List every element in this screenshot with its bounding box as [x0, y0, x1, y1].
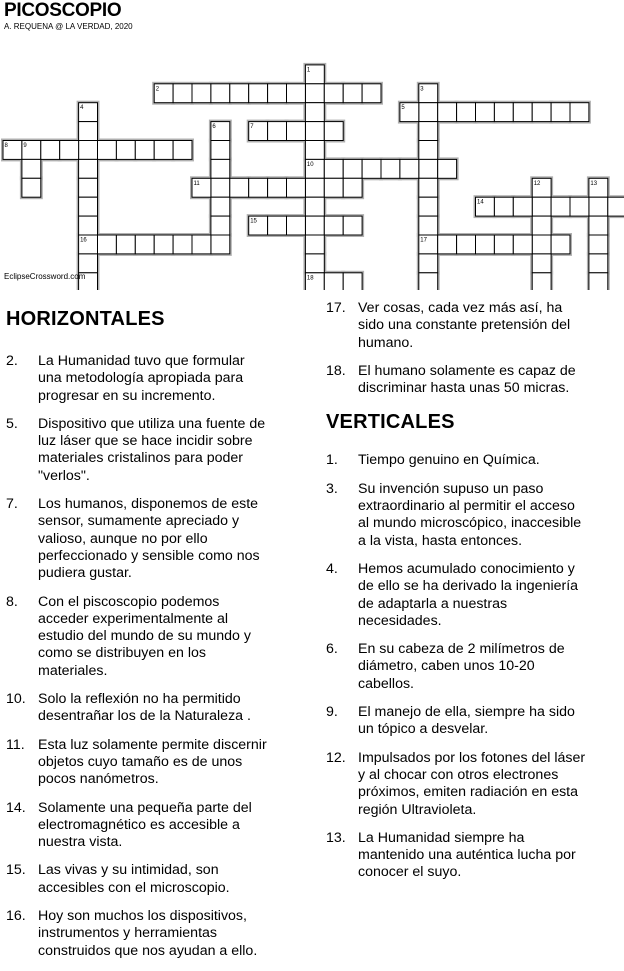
crossword-cell[interactable] [438, 159, 457, 178]
clue-number: 4. [326, 560, 338, 577]
crossword-cell[interactable] [173, 84, 192, 103]
clue-item [326, 452, 618, 469]
clue-number: 3. [326, 480, 338, 497]
crossword-cell[interactable] [438, 235, 457, 254]
crossword-cell[interactable] [287, 178, 306, 197]
clue-text: Su invención supuso un paso extraordinario al permitir el acceso al mundo microscópico, inaccesible a la vista, hasta entonces. [358, 480, 582, 549]
crossword-cell[interactable] [589, 235, 608, 254]
cell-clue-number: 13 [590, 180, 598, 187]
verticales-heading: VERTICALES [326, 411, 455, 434]
clue-text: Los humanos, disponemos de este sensor, sumamente apreciado y valioso, aunque no por ello perfeccionado y sensible como nos pudiera gustar. [38, 496, 260, 582]
crossword-cell[interactable] [305, 141, 324, 160]
crossword-cell[interactable] [362, 84, 381, 103]
crossword-cell[interactable] [513, 235, 532, 254]
clue-number: 8. [6, 593, 18, 610]
clue-number: 16. [6, 908, 26, 925]
crossword-cell[interactable] [343, 178, 362, 197]
clue-number: 14. [6, 799, 26, 816]
crossword-cell[interactable] [305, 254, 324, 273]
crossword-cell[interactable] [343, 216, 362, 235]
clue-text: Hemos acumulado conocimiento y de ello se ha derivado la ingeniería de adaptarla a nuestras necesidades. [358, 560, 579, 629]
clue-item [6, 496, 288, 582]
cell-clue-number: 3 [420, 86, 424, 93]
clue-text: Solo la reflexión no ha permitido desentrañar los de la Naturaleza . [38, 691, 251, 725]
crossword-cell[interactable] [589, 197, 608, 216]
cell-clue-number: 12 [533, 180, 541, 187]
clue-item [326, 704, 618, 739]
clue-text: El humano solamente es capaz de discriminar hasta unas 50 micras. [358, 362, 576, 397]
crossword-cell[interactable] [608, 197, 624, 216]
crossword-grid [0, 0, 624, 290]
clue-text: Hoy son muchos los dispositivos, instrumentos y herramientas construidos que nos ayudan a ello. [38, 908, 258, 959]
crossword-cell[interactable] [343, 273, 362, 290]
crossword-cell[interactable] [211, 178, 230, 197]
clue-item [326, 300, 618, 352]
crossword-cell[interactable] [192, 235, 211, 254]
crossword-cell[interactable] [570, 103, 589, 122]
crossword-cell[interactable] [79, 159, 98, 178]
crossword-cell[interactable] [79, 216, 98, 235]
crossword-cell[interactable] [173, 235, 192, 254]
clue-item [6, 691, 288, 726]
crossword-cell[interactable] [532, 235, 551, 254]
crossword-cell[interactable] [476, 103, 495, 122]
crossword-cell[interactable] [41, 141, 60, 160]
crossword-cell[interactable] [135, 141, 154, 160]
crossword-cell[interactable] [268, 216, 287, 235]
crossword-cell[interactable] [211, 197, 230, 216]
clue-text: Ver cosas, cada vez más así, ha sido una constante pretensión del humano. [358, 300, 571, 351]
crossword-cell[interactable] [419, 103, 438, 122]
clue-number: 10. [6, 691, 26, 708]
crossword-cell[interactable] [570, 197, 589, 216]
crossword-cell[interactable] [268, 84, 287, 103]
cell-clue-number: 16 [80, 237, 87, 244]
crossword-cell[interactable] [79, 197, 98, 216]
crossword-cell[interactable] [400, 159, 419, 178]
vertical-clues-column [326, 300, 618, 893]
crossword-cell[interactable] [268, 122, 287, 141]
clue-number: 1. [326, 452, 338, 469]
crossword-cell[interactable] [79, 141, 98, 160]
crossword-cell[interactable] [419, 122, 438, 141]
clue-item [326, 363, 618, 398]
crossword-cell[interactable] [324, 178, 343, 197]
crossword-cell[interactable] [211, 159, 230, 178]
clue-text: Impulsados por los fotones del láser y al chocar con otros electrones próximos, emiten radiación en esta región Ultravioleta. [358, 749, 586, 818]
crossword-cell[interactable] [476, 235, 495, 254]
crossword-cell[interactable] [551, 103, 570, 122]
crossword-cell[interactable] [343, 84, 362, 103]
clue-item [6, 737, 288, 789]
crossword-cell[interactable] [79, 178, 98, 197]
crossword-cell[interactable] [79, 122, 98, 141]
crossword-cell[interactable] [324, 159, 343, 178]
clue-item [6, 862, 288, 897]
cell-clue-number: 14 [477, 199, 484, 206]
horizontales-heading: HORIZONTALES [6, 308, 165, 330]
crossword-cell[interactable] [419, 178, 438, 197]
clue-item [6, 416, 288, 485]
crossword-cell[interactable] [211, 84, 230, 103]
vertical-clue-list [326, 452, 618, 881]
cell-clue-number: 9 [23, 143, 27, 149]
crossword-cell[interactable] [287, 216, 306, 235]
cell-clue-number: 7 [250, 124, 254, 131]
crossword-cell[interactable] [98, 141, 117, 160]
clue-item [6, 908, 288, 960]
clue-item [6, 594, 288, 680]
clue-number: 18. [326, 362, 346, 379]
cell-clue-number: 18 [306, 275, 314, 282]
clue-number: 2. [6, 353, 18, 369]
crossword-cell[interactable] [589, 273, 608, 290]
crossword-cell[interactable] [305, 197, 324, 216]
horizontal-clue-list [6, 353, 288, 960]
clue-number: 9. [326, 704, 338, 721]
horizontal-clue-list-continued [326, 300, 618, 397]
crossword-cell[interactable] [324, 84, 343, 103]
crossword-cell[interactable] [419, 141, 438, 160]
clue-text: Con el piscoscopio podemos acceder experimentalmente al estudio del mundo de su mundo y como se distribuyen en los materiales. [38, 593, 251, 679]
clue-text: Esta luz solamente permite discernir objetos cuyo tamaño es de unos pocos nanómetros. [38, 736, 267, 788]
clue-number: 6. [326, 641, 338, 658]
crossword-cell[interactable] [22, 178, 41, 197]
crossword-cell[interactable] [532, 254, 551, 273]
crossword-cell[interactable] [230, 84, 249, 103]
crossword-cell[interactable] [419, 159, 438, 178]
cell-clue-number: 6 [212, 124, 216, 131]
crossword-cell[interactable] [230, 178, 249, 197]
clue-number: 7. [6, 496, 18, 513]
crossword-cell[interactable] [60, 141, 79, 160]
crossword-cell[interactable] [249, 84, 268, 103]
clue-item [6, 800, 288, 852]
clue-number: 15. [6, 862, 26, 879]
crossword-cell[interactable] [494, 235, 513, 254]
page-title: PICOSCOPIO [4, 0, 122, 21]
crossword-cell[interactable] [305, 122, 324, 141]
crossword-cell[interactable] [305, 216, 324, 235]
clue-item [326, 641, 618, 693]
crossword-cell[interactable] [494, 197, 513, 216]
crossword-cell[interactable] [305, 178, 324, 197]
crossword-cell[interactable] [154, 235, 173, 254]
crossword-cell[interactable] [419, 216, 438, 235]
crossword-cell[interactable] [324, 273, 343, 290]
crossword-cell[interactable] [438, 103, 457, 122]
clue-number: 13. [326, 829, 346, 846]
crossword-cell[interactable] [192, 84, 211, 103]
crossword-cell[interactable] [268, 178, 287, 197]
clue-number: 5. [6, 415, 18, 432]
clue-number: 12. [326, 749, 346, 766]
clue-text: En su cabeza de 2 milímetros de diámetro, caben unos 10-20 cabellos. [358, 641, 565, 692]
crossword-cell[interactable] [79, 254, 98, 273]
cell-clue-number: 1 [306, 67, 311, 74]
crossword-cell[interactable] [324, 216, 343, 235]
crossword-cell[interactable] [116, 141, 135, 160]
crossword-cell[interactable] [419, 273, 438, 290]
crossword-cell[interactable] [343, 159, 362, 178]
crossword-cell[interactable] [532, 273, 551, 290]
crossword-cell[interactable] [589, 216, 608, 235]
crossword-cell[interactable] [381, 159, 400, 178]
clue-item [326, 561, 618, 630]
crossword-cell[interactable] [98, 235, 117, 254]
crossword-cell[interactable] [532, 103, 551, 122]
crossword-cell[interactable] [419, 197, 438, 216]
crossword-cell[interactable] [551, 197, 570, 216]
clue-text: Tiempo genuino en Química. [358, 452, 540, 469]
clue-item [326, 750, 618, 819]
crossword-cell[interactable] [287, 122, 306, 141]
author-credit: A. REQUENA @ LA VERDAD, 2020 [4, 22, 133, 31]
cell-clue-number: 5 [401, 105, 405, 112]
crossword-cell[interactable] [173, 141, 192, 160]
crossword-cell[interactable] [589, 254, 608, 273]
cell-clue-number: 2 [155, 86, 160, 93]
cell-clue-number: 4 [80, 105, 84, 112]
clue-text: La Humanidad tuvo que formular una metodología apropiada para progresar en su incremento. [38, 353, 245, 404]
crossword-cell[interactable] [305, 103, 324, 122]
crossword-cell[interactable] [305, 235, 324, 254]
horizontal-clues-column [6, 300, 288, 971]
crossword-cell[interactable] [249, 178, 268, 197]
crossword-cell[interactable] [22, 159, 41, 178]
crossword-cell[interactable] [419, 254, 438, 273]
clue-text: Solamente una pequeña parte del electromagnético es accesible a nuestra vista. [38, 799, 252, 851]
cell-clue-number: 8 [4, 143, 8, 149]
crossword-cell[interactable] [287, 84, 306, 103]
clue-item [326, 830, 618, 882]
cell-clue-number: 10 [306, 161, 314, 168]
crossword-cell[interactable] [324, 122, 343, 141]
clue-item [326, 481, 618, 550]
cell-clue-number: 17 [420, 237, 427, 244]
cell-clue-number: 11 [193, 180, 200, 187]
crossword-cell[interactable] [135, 235, 154, 254]
cell-clue-number: 15 [250, 218, 257, 225]
crossword-cell[interactable] [457, 235, 476, 254]
crossword-cell[interactable] [551, 235, 570, 254]
clue-text: El manejo de ella, siempre ha sido un tópico a desvelar. [358, 704, 575, 738]
clue-text: Dispositivo que utiliza una fuente de luz láser que se hace incidir sobre materiales cristalinos para poder "verlos". [38, 415, 266, 484]
clue-text: La Humanidad siempre ha mantenido una auténtica lucha por conocer el suyo. [358, 829, 576, 881]
crossword-cell[interactable] [154, 141, 173, 160]
crossword-cell[interactable] [211, 216, 230, 235]
crossword-cell[interactable] [457, 103, 476, 122]
crossword-cell[interactable] [494, 103, 513, 122]
crossword-cell[interactable] [532, 216, 551, 235]
clue-number: 11. [6, 736, 25, 753]
crossword-cell[interactable] [532, 197, 551, 216]
crossword-cell[interactable] [211, 235, 230, 254]
clue-text: Las vivas y su intimidad, son accesibles con el microscopio. [38, 862, 230, 896]
source-credit: EclipseCrossword.com [4, 272, 86, 281]
crossword-cell[interactable] [305, 84, 324, 103]
crossword-cell[interactable] [513, 103, 532, 122]
crossword-cell[interactable] [362, 159, 381, 178]
clue-number: 17. [326, 300, 346, 316]
crossword-cell[interactable] [211, 141, 230, 160]
clue-item [6, 353, 288, 405]
crossword-cell[interactable] [513, 197, 532, 216]
crossword-cell[interactable] [116, 235, 135, 254]
